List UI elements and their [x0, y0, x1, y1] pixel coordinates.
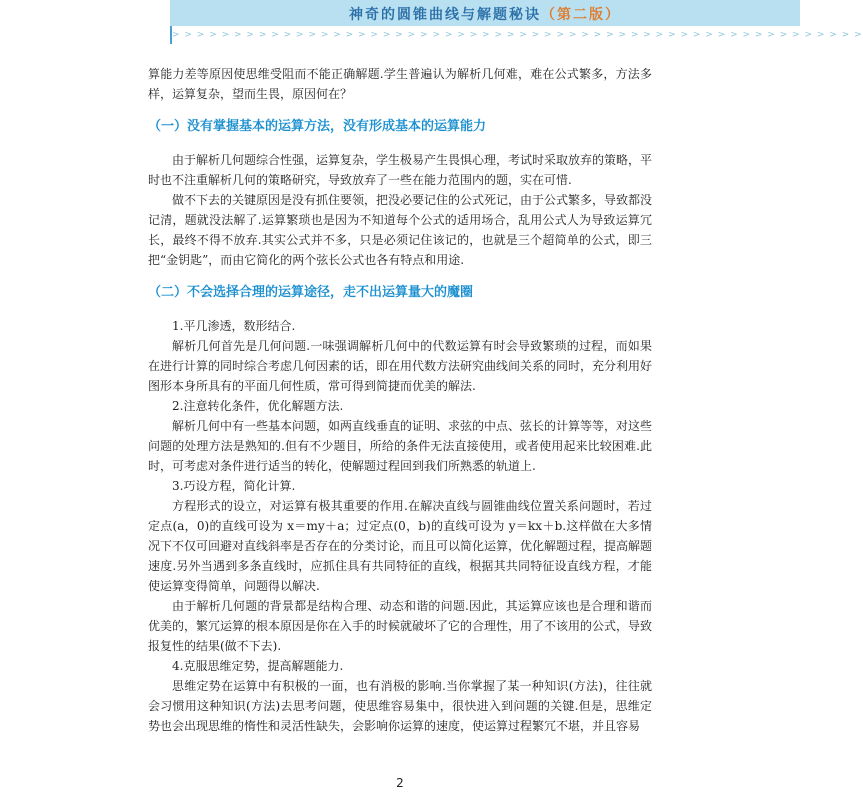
paragraph: 方程形式的设立，对运算有极其重要的作用.在解决直线与圆锥曲线位置关系问题时，若过定点(a，0)的直线可设为 x＝my＋a；过定点(0，b)的直线可设为 y＝kx＋b.这样做在大多情况下不仅可回避对直线斜率是否存在的分类讨论，而且可以简化运算，优化解题过程，提高解题速度.另外当遇到多条直线时，应抓住具有共同特征的直线，根据其共同特征设直线方程，才能使运算变得简单，问题得以解决. [148, 499, 653, 593]
paragraph: 做不下去的关键原因是没有抓住要领，把没必要记住的公式死记，由于公式繁多，导致都没记清，题就没法解了.运算繁琐也是因为不知道每个公式的适用场合，乱用公式人为导致运算冗长，最终不得不放弃.其实公式并不多，只是必须记住该记的，也就是三个超简单的公式，即三把“金钥匙”，而由它简化的两个弦长公式也各有特点和用途. [148, 193, 653, 267]
subheading: 4.克服思维定势，提高解题能力. [172, 659, 344, 673]
section-heading-2: （二）不会选择合理的运算途径，走不出运算量大的魔圈 [148, 285, 474, 300]
subheading: 3.巧设方程，简化计算. [172, 479, 296, 493]
paragraph: 思维定势在运算中有积极的一面，也有消极的影响.当你掌握了某一种知识(方法)，往往就会习惯用这种知识(方法)去思考问题，使思维容易集中，很快进入到问题的关键.但是，思维定势也会出现思维的惰性和灵活性缺失，会影响你运算的速度，使运算过程繁冗不堪，并且容易 [148, 679, 652, 733]
paragraph: 算能力差等原因使思维受阻而不能正确解题.学生普遍认为解析几何难，难在公式繁多，方法多样，运算复杂，望而生畏，原因何在？ [148, 67, 652, 101]
header-decoration: > > > > > > > > > > > > > > > > > > > > > > > > > > > > > > > > > > > > > > > > > > > > > > > > > > > > > > > > [172, 30, 863, 40]
paragraph: 由于解析几何题综合性强，运算复杂，学生极易产生畏惧心理，考试时采取放弃的策略，平时也不注重解析几何的策略研究，导致放弃了一些在能力范围内的题，实在可惜. [148, 153, 653, 187]
subheading: 2.注意转化条件，优化解题方法. [172, 399, 344, 413]
book-title-text: 神奇的圆锥曲线与解题秘诀 [349, 7, 541, 23]
header-bar [170, 0, 800, 26]
page-number: 2 [396, 776, 404, 790]
page-body [148, 64, 652, 736]
paragraph: 解析几何中有一些基本问题，如两直线垂直的证明、求弦的中点、弦长的计算等等，对这些问题的处理方法是熟知的.但有不少题目，所给的条件无法直接使用，或者使用起来比较困难.此时，可考虑对条件进行适当的转化，使解题过程回到我们所熟悉的轨道上. [148, 419, 653, 473]
book-title [170, 4, 800, 24]
subheading: 1.平几渗透，数形结合. [172, 319, 296, 333]
paragraph: 解析几何首先是几何问题.一味强调解析几何中的代数运算有时会导致繁琐的过程，而如果在进行计算的同时综合考虑几何因素的话，即在用代数方法研究曲线间关系的同时，充分利用好图形本身所具有的平面几何性质，常可得到简捷而优美的解法. [148, 339, 653, 393]
book-edition: （第二版） [541, 7, 621, 23]
section-heading-1: （一）没有掌握基本的运算方法，没有形成基本的运算能力 [148, 119, 487, 134]
paragraph: 由于解析几何题的背景都是结构合理、动态和谐的问题.因此，其运算应该也是合理和谐而优美的，繁冗运算的根本原因是你在入手的时候就破坏了它的合理性，用了不该用的公式，导致报复性的结果(做不下去). [148, 599, 653, 653]
